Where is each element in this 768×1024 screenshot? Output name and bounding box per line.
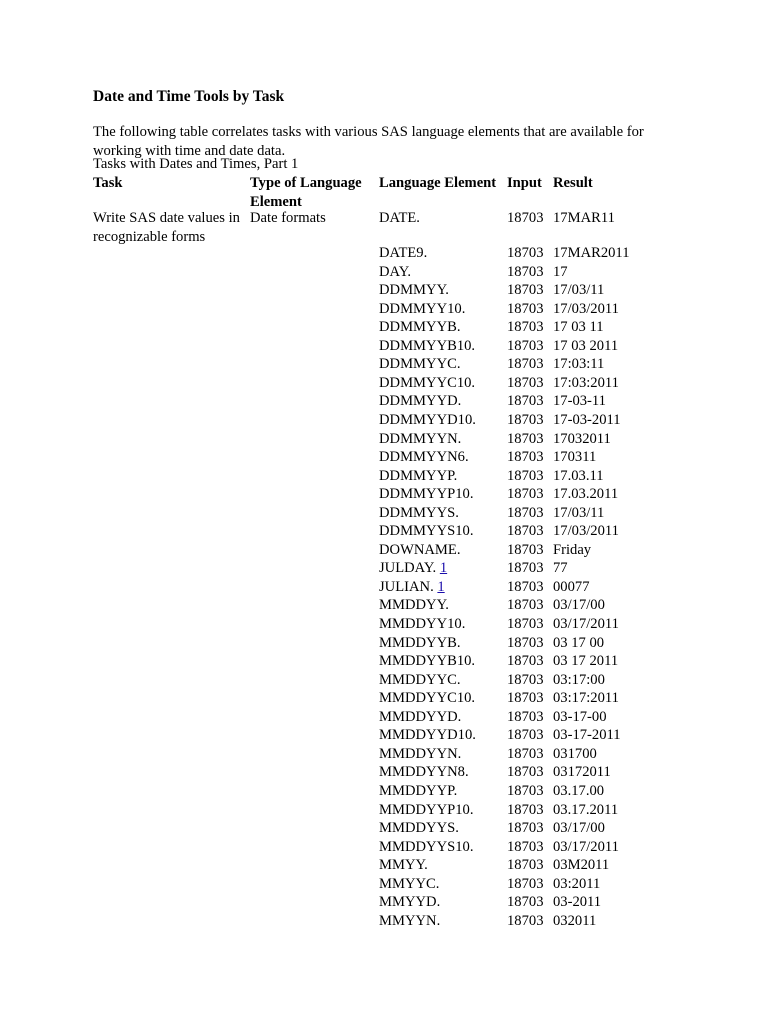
language-element-cell [379, 875, 439, 894]
input-cell: 18703 [507, 541, 544, 558]
input-cell: 18703 [507, 486, 544, 503]
result-cell: 17.03.11 [553, 467, 604, 484]
language-element-name: MMDDYYN8. [379, 764, 469, 781]
input-cell: 18703 [507, 894, 544, 911]
result-cell: 17/03/2011 [553, 523, 619, 540]
language-element-name: DATE. [379, 210, 420, 226]
footnote-link[interactable]: 1 [437, 578, 445, 595]
input-cell: 18703 [507, 245, 544, 261]
language-element-name: JULDAY. [379, 560, 437, 577]
input-cell: 18703 [507, 801, 544, 818]
result-cell: 031700 [553, 745, 597, 762]
result-cell: 03 17 00 [553, 634, 605, 651]
input-cell: 18703 [507, 523, 544, 540]
language-element-name: DATE9. [379, 245, 428, 261]
language-element-cell [379, 467, 457, 486]
language-element-cell [379, 263, 411, 282]
language-element-cell [379, 522, 473, 541]
header-type: Type of Language Element [250, 175, 362, 210]
language-element-name: MMYYN. [379, 912, 441, 929]
language-element-cell [379, 374, 475, 393]
language-element-cell [379, 745, 461, 764]
language-element-name: MMDDYYC10. [379, 690, 476, 707]
result-cell: 03/17/2011 [553, 838, 619, 855]
language-element-name: MMDDYYD10. [379, 727, 476, 744]
language-element-cell [379, 912, 440, 931]
language-element-cell [379, 300, 465, 319]
language-element-cell [379, 392, 461, 411]
input-cell: 18703 [507, 634, 544, 651]
language-element-cell [379, 578, 445, 597]
language-element-name: MMDDYY. [379, 597, 449, 614]
input-cell: 18703 [507, 467, 544, 484]
language-element-name: DDMMYYD. [379, 393, 462, 410]
result-cell: 03/17/2011 [553, 616, 619, 632]
input-cell: 18703 [507, 393, 544, 410]
result-cell: 17 [553, 263, 568, 280]
language-element-name: DAY. [379, 263, 412, 280]
result-cell: 03:17:00 [553, 671, 605, 688]
input-cell: 18703 [507, 263, 544, 280]
language-element-name: DDMMYYN6. [379, 449, 469, 466]
result-cell: 03.17.2011 [553, 801, 619, 818]
language-element-name: DOWNAME. [379, 541, 461, 558]
result-cell: 00077 [553, 578, 590, 595]
input-cell: 18703 [507, 356, 544, 373]
input-cell: 18703 [507, 374, 544, 391]
result-cell: 17/03/11 [553, 282, 605, 299]
input-cell: 18703 [507, 616, 544, 632]
language-element-cell [379, 244, 427, 263]
language-element-name: DDMMYYB. [379, 319, 461, 336]
result-cell: 03:2011 [553, 875, 601, 892]
language-element-cell [379, 689, 475, 708]
input-cell: 18703 [507, 210, 544, 226]
result-cell: 17/03/2011 [553, 300, 619, 317]
language-element-name: MMYY. [379, 857, 428, 874]
language-element-name: JULIAN. [379, 578, 434, 595]
language-element-cell [379, 782, 457, 801]
language-element-name: MMDDYYP10. [379, 801, 474, 818]
input-cell: 18703 [507, 653, 544, 670]
language-element-name: DDMMYYC. [379, 356, 461, 373]
language-element-cell [379, 209, 420, 228]
result-cell: 03M2011 [553, 857, 610, 874]
input-cell: 18703 [507, 690, 544, 707]
result-cell: 03-17-00 [553, 708, 607, 725]
language-element-cell [379, 504, 459, 523]
result-cell: 17-03-2011 [553, 411, 621, 428]
input-cell: 18703 [507, 337, 544, 354]
result-cell: 17/03/11 [553, 504, 605, 521]
language-element-cell [379, 485, 473, 504]
language-element-cell [379, 801, 473, 820]
language-element-name: MMDDYYS10. [379, 838, 474, 855]
language-element-cell [379, 559, 447, 578]
language-element-name: MMDDYY10. [379, 616, 466, 632]
result-cell: 032011 [553, 912, 597, 929]
input-cell: 18703 [507, 727, 544, 744]
table-caption: Tasks with Dates and Times, Part 1 [93, 156, 299, 172]
input-cell: 18703 [507, 449, 544, 466]
language-element-cell [379, 634, 461, 653]
language-element-cell [379, 856, 428, 875]
input-cell: 18703 [507, 745, 544, 762]
result-cell: 03:17:2011 [553, 690, 619, 707]
result-cell: 17:03:11 [553, 356, 605, 373]
language-element-name: MMDDYYN. [379, 745, 462, 762]
page-title: Date and Time Tools by Task [93, 88, 285, 105]
language-element-cell [379, 838, 473, 857]
result-cell: 03 17 2011 [553, 653, 619, 670]
input-cell: 18703 [507, 838, 544, 855]
language-element-name: MMDDYYS. [379, 820, 459, 837]
language-element-name: DDMMYYP10. [379, 486, 474, 503]
result-cell: 17 03 2011 [553, 337, 619, 354]
language-element-name: DDMMYYS. [379, 504, 459, 521]
input-cell: 18703 [507, 300, 544, 317]
language-element-name: MMDDYYC. [379, 671, 461, 688]
input-cell: 18703 [507, 708, 544, 725]
result-cell: 17MAR2011 [553, 245, 630, 261]
language-element-name: DDMMYYS10. [379, 523, 474, 540]
language-element-name: MMDDYYB. [379, 634, 461, 651]
input-cell: 18703 [507, 912, 544, 929]
input-cell: 18703 [507, 282, 544, 299]
input-cell: 18703 [507, 430, 544, 447]
result-cell: 03/17/00 [553, 820, 605, 837]
language-element-name: MMDDYYB10. [379, 653, 476, 670]
header-input: Input [507, 175, 542, 191]
result-cell: 17 03 11 [553, 319, 604, 336]
type-cell: Date formats [250, 210, 326, 226]
language-element-cell [379, 411, 476, 430]
language-element-cell [379, 708, 461, 727]
language-element-cell [379, 726, 476, 745]
header-task: Task [93, 175, 123, 191]
language-element-cell [379, 430, 461, 449]
result-cell: 17032011 [553, 430, 611, 447]
result-cell: 17.03.2011 [553, 486, 619, 503]
language-element-name: DDMMYY. [379, 282, 449, 299]
input-cell: 18703 [507, 597, 544, 614]
input-cell: 18703 [507, 411, 544, 428]
language-element-cell [379, 448, 469, 467]
result-cell: Friday [553, 541, 592, 558]
header-language-element: Language Element [379, 175, 497, 191]
task-cell: Write SAS date values in recognizable forms [93, 210, 240, 245]
language-element-cell [379, 281, 449, 300]
language-element-name: MMYYC. [379, 875, 440, 892]
language-element-name: DDMMYY10. [379, 300, 466, 317]
input-cell: 18703 [507, 820, 544, 837]
intro-paragraph: The following table correlates tasks with various SAS language elements that are available for working with time and date data. [93, 124, 644, 159]
language-element-cell [379, 615, 465, 634]
input-cell: 18703 [507, 764, 544, 781]
input-cell: 18703 [507, 319, 544, 336]
input-cell: 18703 [507, 504, 544, 521]
language-element-cell [379, 671, 461, 690]
language-element-name: DDMMYYC10. [379, 374, 476, 391]
result-cell: 03-2011 [553, 894, 602, 911]
language-element-name: DDMMYYN. [379, 430, 462, 447]
input-cell: 18703 [507, 782, 544, 799]
language-element-name: DDMMYYP. [379, 467, 458, 484]
language-element-name: MMDDYYP. [379, 782, 458, 799]
input-cell: 18703 [507, 875, 544, 892]
result-cell: 03.17.00 [553, 782, 605, 799]
language-element-cell [379, 318, 461, 337]
language-element-name: DDMMYYB10. [379, 337, 476, 354]
language-element-cell [379, 819, 459, 838]
result-cell: 17MAR11 [553, 210, 615, 226]
result-cell: 03172011 [553, 764, 611, 781]
header-result: Result [553, 175, 593, 191]
result-cell: 03-17-2011 [553, 727, 621, 744]
language-element-name: DDMMYYD10. [379, 411, 476, 428]
language-element-name: MMDDYYD. [379, 708, 462, 725]
language-element-cell [379, 355, 461, 374]
language-element-cell [379, 337, 475, 356]
input-cell: 18703 [507, 560, 544, 577]
footnote-link[interactable]: 1 [439, 560, 448, 577]
language-element-cell [379, 763, 469, 782]
input-cell: 18703 [507, 671, 544, 688]
language-element-cell [379, 893, 440, 912]
result-cell: 17-03-11 [553, 393, 606, 410]
language-element-name: MMYYD. [379, 894, 441, 911]
language-element-cell [379, 652, 475, 671]
language-element-cell [379, 541, 460, 560]
language-element-cell [379, 596, 449, 615]
result-cell: 03/17/00 [553, 597, 605, 614]
input-cell: 18703 [507, 857, 544, 874]
result-cell: 17:03:2011 [553, 374, 619, 391]
result-cell: 170311 [553, 449, 597, 466]
result-cell: 77 [553, 560, 568, 577]
input-cell: 18703 [507, 578, 544, 595]
